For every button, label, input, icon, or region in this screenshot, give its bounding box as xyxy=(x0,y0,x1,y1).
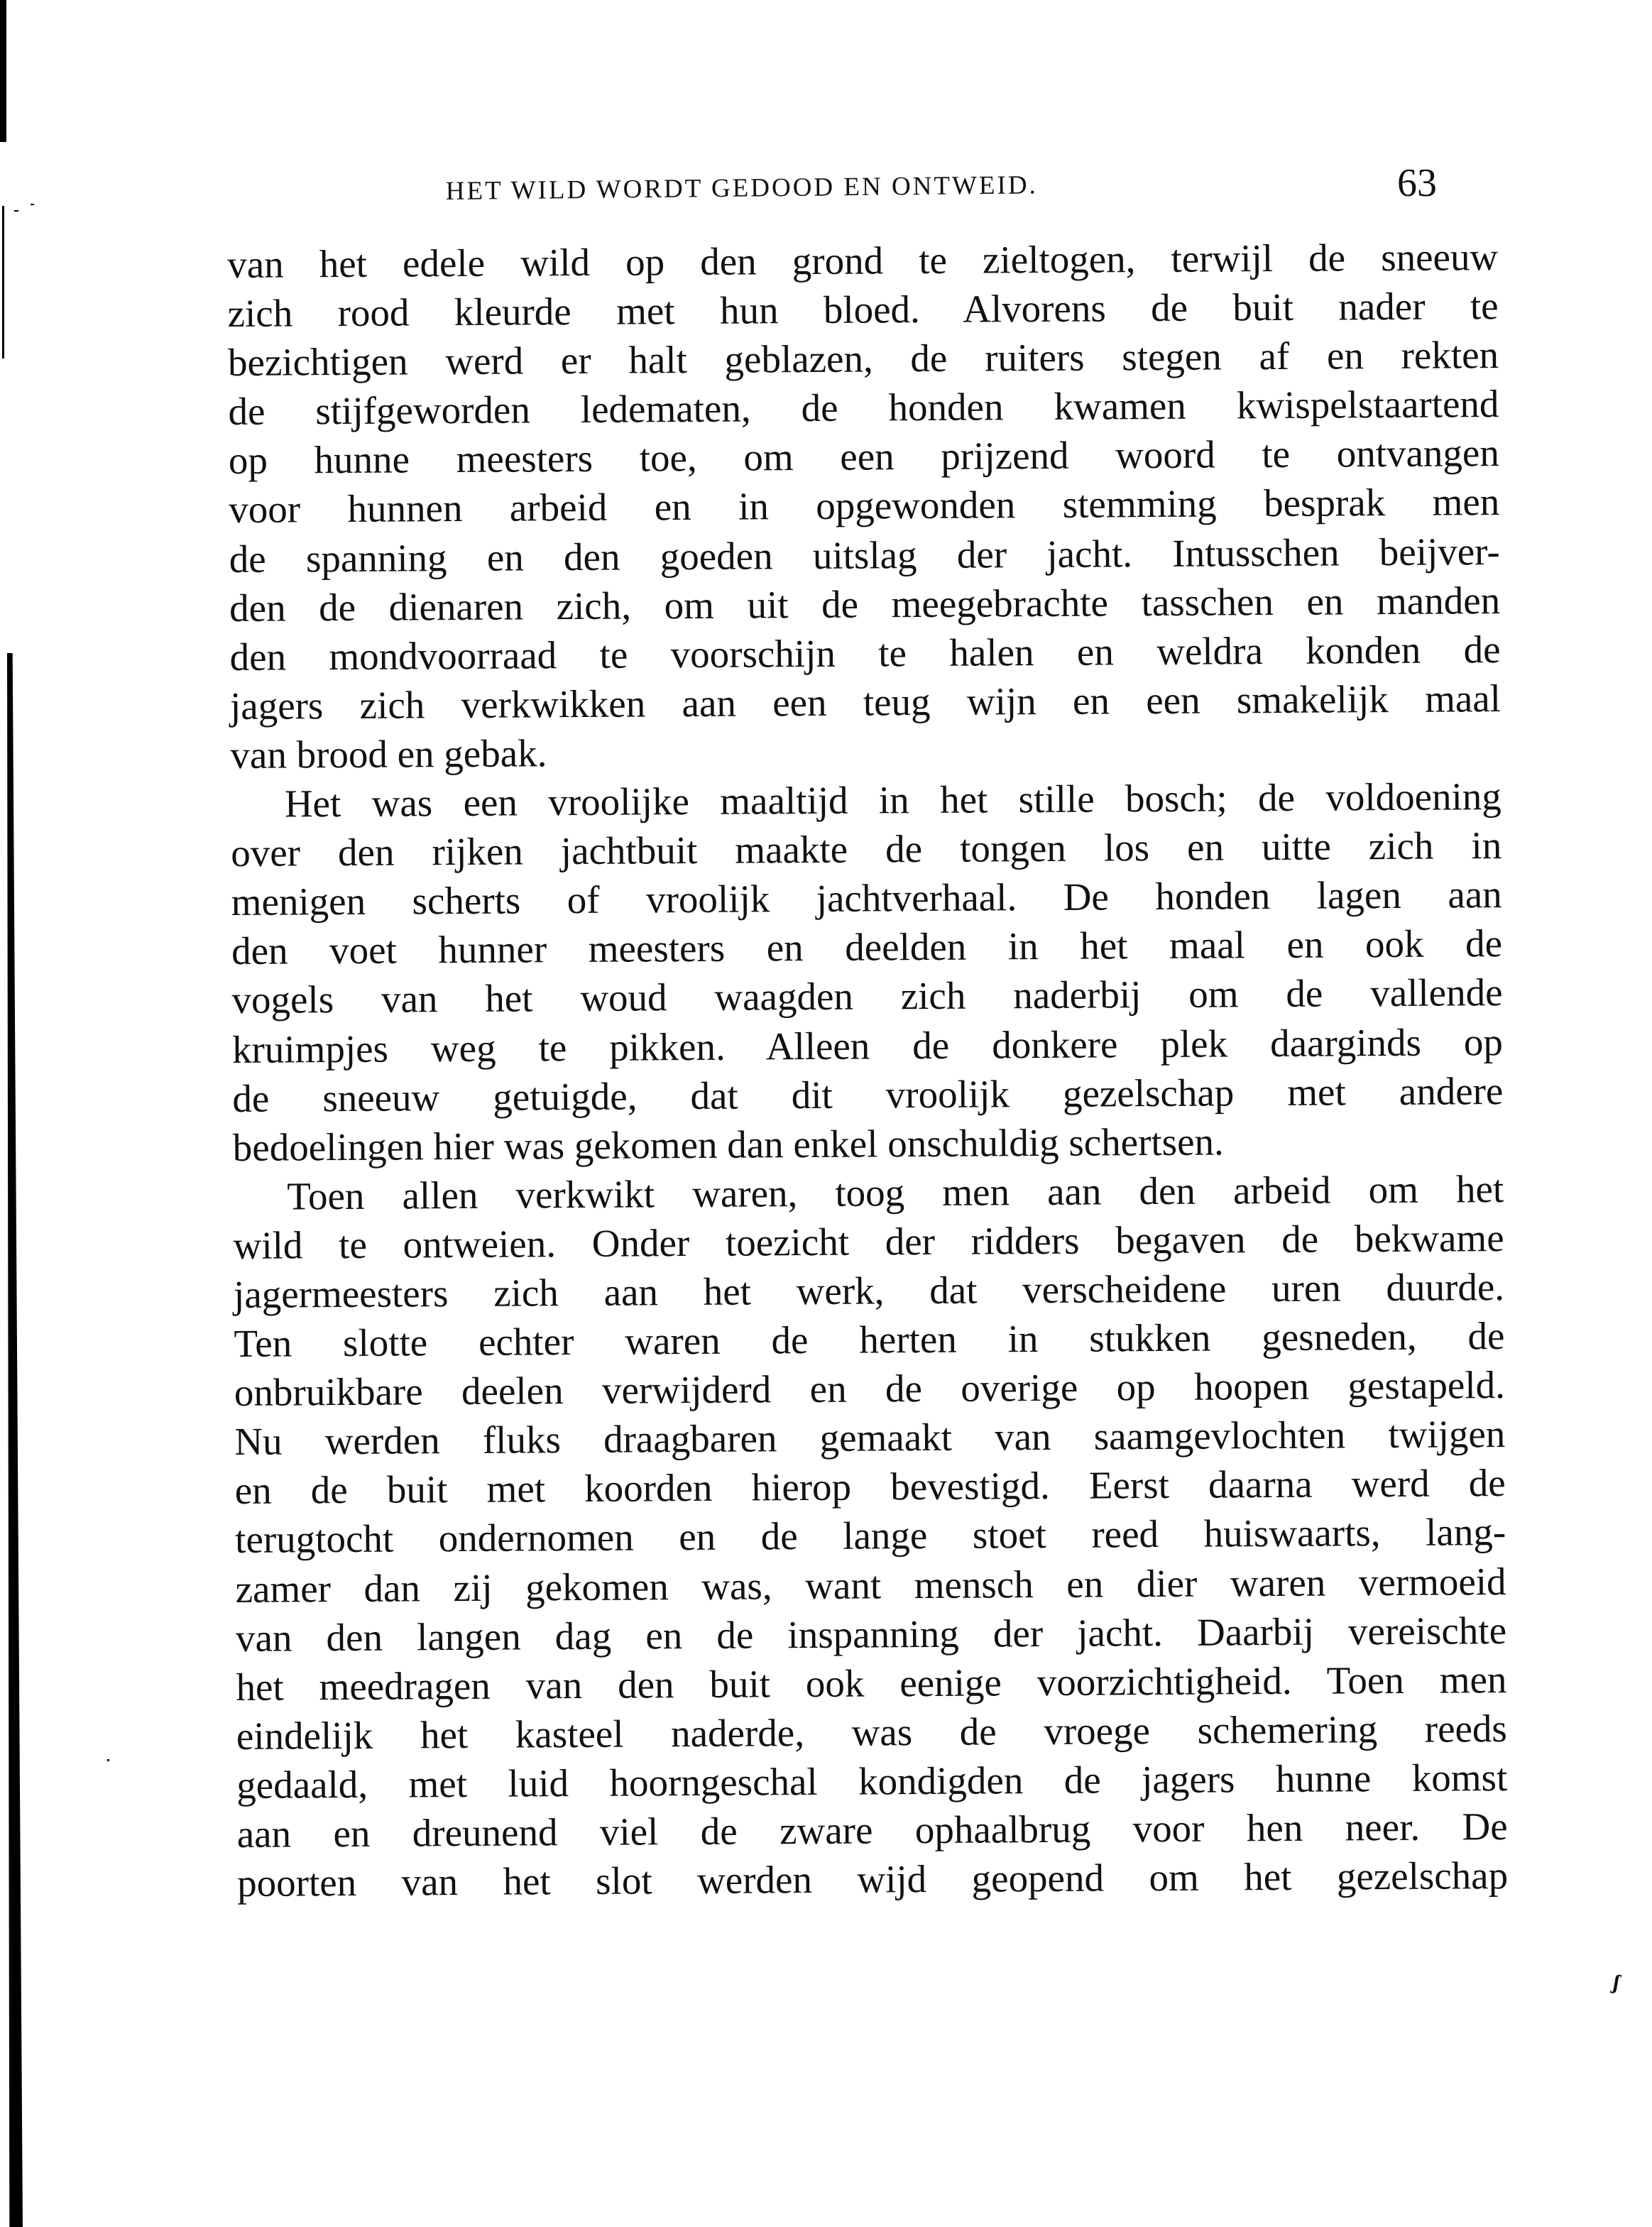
text-line: Het was een vroolijke maaltijd in het stille bosch; de voldoening xyxy=(284,775,1502,826)
text-line: vogels van het woud waagden zich naderbij om de vallende xyxy=(231,970,1503,1022)
text-line: de spanning en den goeden uitslag der jacht. Intusschen beijver- xyxy=(229,529,1500,581)
text-line: Nu werden fluks draagbaren gemaakt van saamgevlochten twijgen xyxy=(234,1412,1506,1464)
text-line: poorten van het slot werden wijd geopend om het gezelschap xyxy=(236,1854,1509,1905)
text-line: den mondvoorraad te voorschijn te halen en weldra konden de xyxy=(229,627,1501,679)
text-line: aan en dreunend viel de zware ophaalbrug voor hen neer. De xyxy=(236,1805,1508,1856)
text-line: van brood en gebak. xyxy=(230,731,547,777)
running-title: HET WILD WORDT GEDOOD EN ONTWEID. xyxy=(445,170,1039,207)
text-line: het meedragen van den buit ook eenige voorzichtigheid. Toen men xyxy=(236,1657,1507,1709)
text-line: den de dienaren zich, om uit de meegebrachte tasschen en manden xyxy=(229,578,1501,630)
text-line: en de buit met koorden hierop bevestigd. Eerst daarna werd de xyxy=(234,1461,1506,1513)
text-line: onbruikbare deelen verwijderd en de overige op hoopen gestapeld. xyxy=(234,1363,1506,1415)
text-line: bedoelingen hier was gekomen dan enkel onschuldig schertsen. xyxy=(232,1120,1224,1169)
scan-edge-shadow-middle xyxy=(2,206,4,359)
text-line: wild te ontweien. Onder toezicht der ridders begaven de bekwame xyxy=(233,1215,1504,1267)
running-head xyxy=(445,161,1497,224)
paragraph xyxy=(233,1164,1508,1908)
text-line: bezichtigen werd er halt geblazen, de ruiters stegen af en rekten xyxy=(227,333,1499,385)
scan-edge-shadow-top xyxy=(0,0,6,142)
text-line: terugtocht ondernomen en de lange stoet reed huiswaarts, lang- xyxy=(234,1510,1506,1562)
text-line: op hunne meesters toe, om een prijzend woord te ontvangen xyxy=(228,431,1500,483)
text-line: jagermeesters zich aan het werk, dat verscheidene uren duurde. xyxy=(233,1265,1505,1316)
text-line: zamer dan zij gekomen was, want mensch en dier waren vermoeid xyxy=(235,1559,1506,1611)
text-line: Toen allen verkwikt waren, toog men aan den arbeid om het xyxy=(287,1166,1504,1218)
paragraph xyxy=(231,772,1504,1172)
text-line: gedaald, met luid hoorngeschal kondigden de jagers hunne komst xyxy=(236,1755,1508,1807)
text-line: de stijfgeworden ledematen, de honden kwamen kwispelstaartend xyxy=(228,382,1499,434)
scan-speck xyxy=(14,210,18,212)
text-line: Ten slotte echter waren de herten in stukken gesneden, de xyxy=(234,1314,1505,1366)
text-line: van het edele wild op den grond te zieltogen, terwijl de sneeuw xyxy=(227,235,1499,286)
text-line: over den rijken jachtbuit maakte de tongen los en uitte zich in xyxy=(231,824,1502,875)
body-text xyxy=(227,232,1508,1908)
text-line: van den langen dag en de inspanning der jacht. Daarbij vereischte xyxy=(235,1608,1507,1660)
paragraph xyxy=(227,232,1501,779)
text-line: zich rood kleurde met hun bloed. Alvorens de buit nader te xyxy=(227,284,1499,336)
text-line: de sneeuw getuigde, dat dit vroolijk gezelschap met andere xyxy=(232,1068,1504,1120)
corner-mark: ʃ xyxy=(1611,1970,1621,1995)
scan-speck xyxy=(31,204,34,205)
text-line: menigen scherts of vroolijk jachtverhaal. De honden lagen aan xyxy=(231,872,1502,924)
text-line: den voet hunner meesters en deelden in het maal en ook de xyxy=(231,921,1503,973)
text-line: eindelijk het kasteel naderde, was de vroege schemering reeds xyxy=(236,1706,1508,1758)
scan-speck xyxy=(107,1759,109,1761)
text-line: voor hunnen arbeid en in opgewonden stemming besprak men xyxy=(229,480,1500,532)
text-line: jagers zich verkwikken aan een teug wijn en een smakelijk maal xyxy=(229,676,1501,728)
text-line: kruimpjes weg te pikken. Alleen de donkere plek daarginds op xyxy=(231,1019,1504,1071)
scan-edge-shadow-bottom xyxy=(7,653,23,2227)
page-number: 63 xyxy=(1397,161,1437,205)
